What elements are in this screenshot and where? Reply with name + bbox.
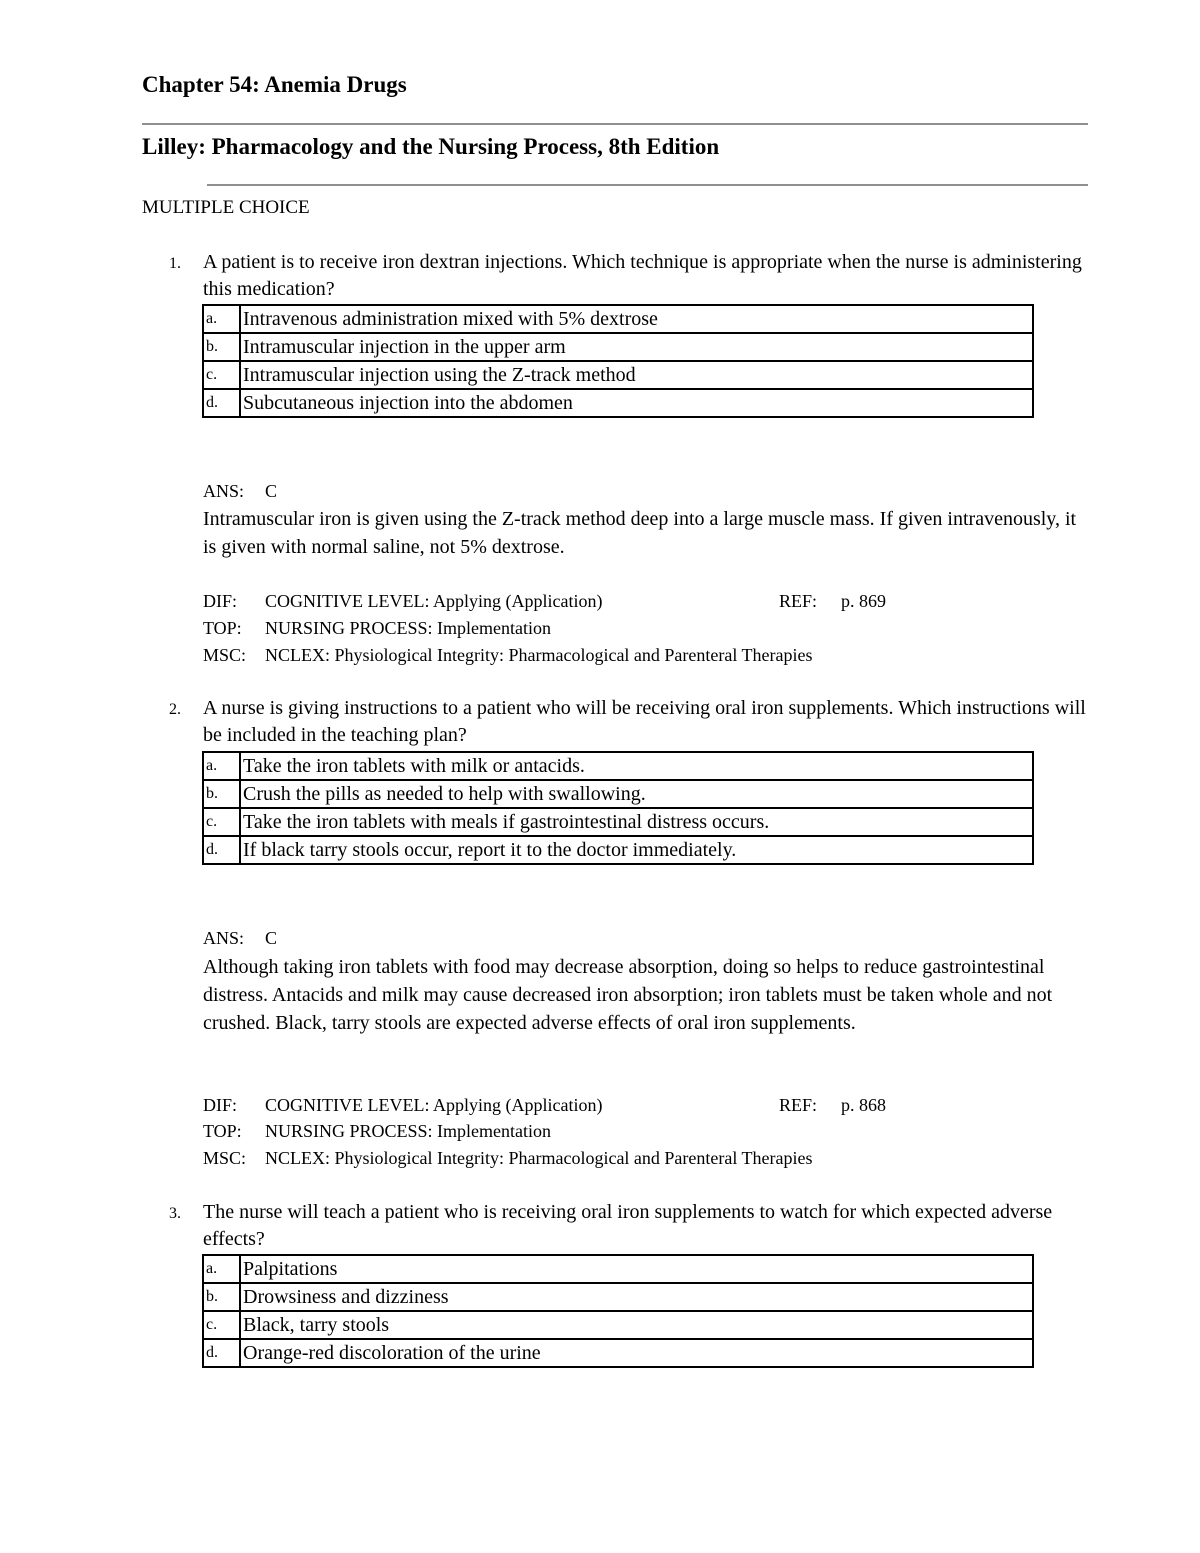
difficulty-line [203,1095,886,1116]
top-label: TOP: [203,618,242,638]
answer-line [203,928,277,949]
section-heading: MULTIPLE CHOICE [142,197,310,218]
option-row [203,333,1033,361]
difficulty-line [203,591,886,612]
answer-line [203,481,277,502]
ref-label: REF: [779,1095,818,1115]
option-text: Subcutaneous injection into the abdomen [240,389,1033,417]
msc-value: NCLEX: Physiological Integrity: Pharmacological and Parenteral Therapies [265,1148,813,1168]
option-text: Drowsiness and dizziness [240,1283,1033,1311]
answer-value: C [265,481,278,501]
topic-line [203,618,551,639]
answer-options-table [202,751,1034,865]
topic-line [203,1121,551,1142]
option-text: Intravenous administration mixed with 5% dextrose [240,305,1033,333]
option-letter: d. [203,389,240,417]
question-text: A nurse is giving instructions to a patient who will be receiving oral iron supplements. Which instructions will be included in the teaching plan? [203,697,1086,746]
option-text: Intramuscular injection in the upper arm [240,333,1033,361]
msc-value: NCLEX: Physiological Integrity: Pharmacological and Parenteral Therapies [265,645,813,665]
option-letter: b. [203,333,240,361]
option-text: Intramuscular injection using the Z-track method [240,361,1033,389]
option-text: Orange-red discoloration of the urine [240,1339,1033,1367]
option-letter: b. [203,780,240,808]
option-letter: a. [203,752,240,780]
msc-label: MSC: [203,645,247,665]
option-row [203,836,1033,864]
option-row [203,808,1033,836]
option-row [203,1339,1033,1367]
answer-value: C [265,928,278,948]
option-letter: d. [203,836,240,864]
option-row [203,305,1033,333]
top-label: TOP: [203,1121,242,1141]
dif-label: DIF: [203,1095,238,1115]
option-letter: b. [203,1283,240,1311]
option-row [203,1255,1033,1283]
reference [779,591,886,612]
option-text: Take the iron tablets with meals if gastrointestinal distress occurs. [240,808,1033,836]
msc-line [203,645,813,666]
option-text: Take the iron tablets with milk or antacids. [240,752,1033,780]
option-letter: c. [203,1311,240,1339]
option-row [203,389,1033,417]
option-row [203,780,1033,808]
option-letter: a. [203,1255,240,1283]
reference [779,1095,886,1116]
rationale-text: Intramuscular iron is given using the Z-track method deep into a large muscle mass. If given intravenously, it is given with normal saline, not 5% dextrose. [203,508,1077,558]
msc-line [203,1148,813,1169]
option-text: Palpitations [240,1255,1033,1283]
answer-options-table [202,1254,1034,1368]
answer-label: ANS: [203,481,245,501]
top-value: NURSING PROCESS: Implementation [265,1121,552,1141]
option-text: Black, tarry stools [240,1311,1033,1339]
rationale-text: Although taking iron tablets with food may decrease absorption, doing so helps to reduce gastrointestinal distress. Antacids and milk may cause decreased iron absorption; iron tablets must be taken whole and not crushed. Black, tarry stools are expected adverse effects of oral iron supplements. [203,956,1053,1034]
top-value: NURSING PROCESS: Implementation [265,618,552,638]
option-row [203,1283,1033,1311]
question-text: A patient is to receive iron dextran injections. Which technique is appropriate when the nurse is administering this medication? [203,251,1082,300]
option-row [203,361,1033,389]
question-text: The nurse will teach a patient who is receiving oral iron supplements to watch for which expected adverse effects? [203,1201,1053,1250]
option-letter: c. [203,808,240,836]
msc-label: MSC: [203,1148,247,1168]
answer-options-table [202,304,1034,418]
option-text: Crush the pills as needed to help with swallowing. [240,780,1033,808]
option-row [203,1311,1033,1339]
horizontal-rule [142,123,1088,125]
option-letter: d. [203,1339,240,1367]
chapter-title: Chapter 54: Anemia Drugs [142,72,407,97]
horizontal-rule [207,184,1088,186]
ref-label: REF: [779,591,818,611]
ref-value: p. 868 [841,1095,886,1115]
option-row [203,752,1033,780]
option-letter: a. [203,305,240,333]
book-title: Lilley: Pharmacology and the Nursing Process, 8th Edition [142,134,720,159]
dif-label: DIF: [203,591,238,611]
ref-value: p. 869 [841,591,886,611]
option-text: If black tarry stools occur, report it to the doctor immediately. [240,836,1033,864]
dif-value: COGNITIVE LEVEL: Applying (Application) [265,1095,603,1115]
question-number: 3. [169,1205,181,1222]
option-letter: c. [203,361,240,389]
dif-value: COGNITIVE LEVEL: Applying (Application) [265,591,603,611]
question-number: 2. [169,701,181,718]
answer-label: ANS: [203,928,245,948]
question-number: 1. [169,255,181,272]
